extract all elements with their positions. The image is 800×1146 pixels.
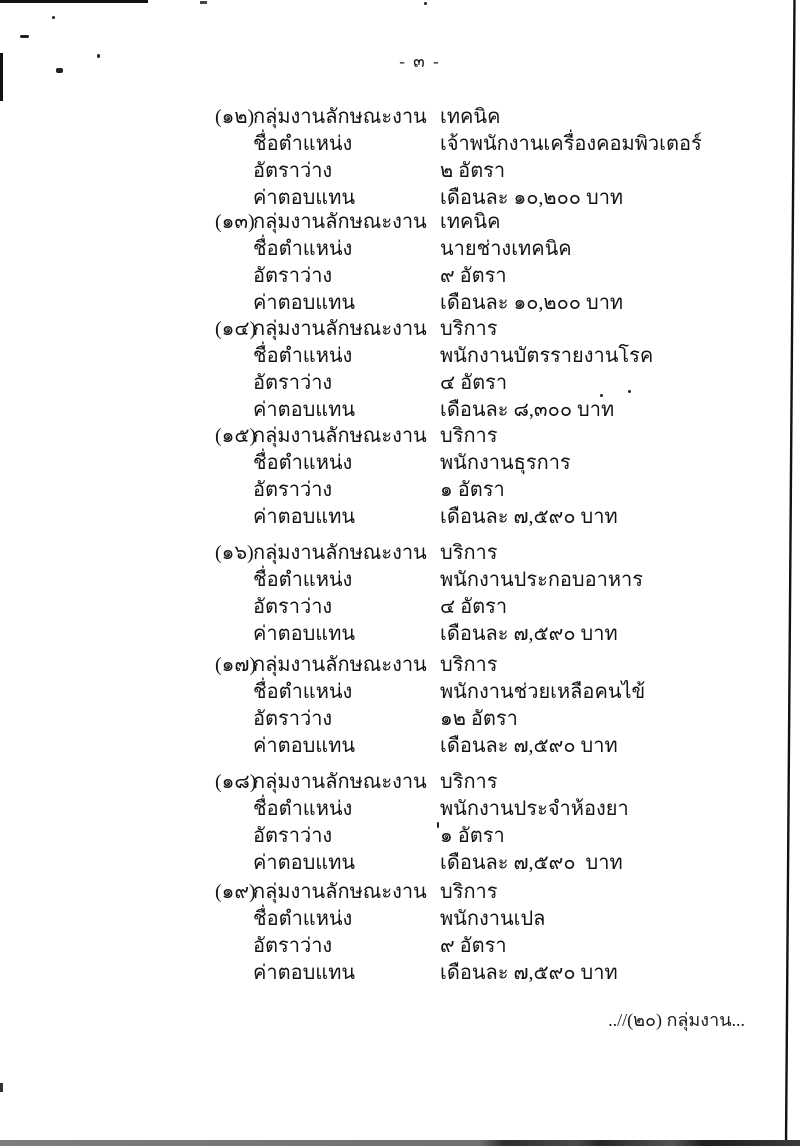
scan-speck <box>628 390 631 393</box>
scan-speck <box>437 822 439 828</box>
item-number: (๑๒) <box>215 106 255 128</box>
pay-line <box>215 397 775 424</box>
vacancy-label: อัตราว่าง <box>253 825 333 847</box>
job-item-15 <box>215 423 775 531</box>
vacancy-label: อัตราว่าง <box>253 708 333 730</box>
group-value: บริการ <box>440 654 498 676</box>
page-number: - ๓ - <box>399 52 441 71</box>
continuation-note: ..//(๒๐) กลุ่มงาน... <box>608 1010 745 1030</box>
vacancy-label: อัตราว่าง <box>253 160 333 182</box>
group-value: เทคนิค <box>440 211 501 233</box>
group-value: บริการ <box>440 318 498 340</box>
pay-label: ค่าตอบแทน <box>253 735 356 757</box>
scan-artifact <box>0 53 3 101</box>
group-value: เทคนิค <box>440 106 501 128</box>
vacancy-line <box>215 706 775 733</box>
group-line <box>215 316 775 343</box>
scan-artifact <box>200 1 207 4</box>
vacancy-value: ๙ อัตรา <box>440 265 507 287</box>
position-line <box>215 796 775 823</box>
vacancy-line <box>215 594 775 621</box>
scan-speck <box>52 16 55 19</box>
position-line <box>215 679 775 706</box>
job-item-18 <box>215 769 775 877</box>
position-value: พนักงานช่วยเหลือคนไข้ <box>440 681 646 703</box>
group-value: บริการ <box>440 881 498 903</box>
job-item-17 <box>215 652 775 760</box>
group-label: กลุ่มงานลักษณะงาน <box>253 771 427 793</box>
position-value: พนักงานประจำห้องยา <box>440 798 629 820</box>
item-number: (๑๕) <box>215 425 257 447</box>
scan-speck <box>600 394 603 397</box>
pay-label: ค่าตอบแทน <box>253 506 356 528</box>
vacancy-line <box>215 933 775 960</box>
vacancy-value: ๑ อัตรา <box>440 479 505 501</box>
position-line <box>215 236 775 263</box>
group-label: กลุ่มงานลักษณะงาน <box>253 654 427 676</box>
pay-label: ค่าตอบแทน <box>253 399 356 421</box>
position-line <box>215 567 775 594</box>
pay-line <box>215 850 775 877</box>
vacancy-label: อัตราว่าง <box>253 372 333 394</box>
vacancy-line <box>215 477 775 504</box>
vacancy-value: ๔ อัตรา <box>440 372 508 394</box>
vacancy-label: อัตราว่าง <box>253 479 333 501</box>
group-value: บริการ <box>440 425 498 447</box>
group-line <box>215 423 775 450</box>
pay-line <box>215 621 775 648</box>
job-item-16 <box>215 540 775 648</box>
vacancy-line <box>215 823 775 850</box>
position-value: นายช่างเทคนิค <box>440 238 572 260</box>
pay-label: ค่าตอบแทน <box>253 962 356 984</box>
position-label: ชื่อตำแหน่ง <box>253 133 353 155</box>
vacancy-line <box>215 158 775 185</box>
item-number: (๑๘) <box>215 771 257 793</box>
group-line <box>215 769 775 796</box>
pay-label: ค่าตอบแทน <box>253 292 356 314</box>
vacancy-value: ๒ อัตรา <box>440 160 506 182</box>
position-line <box>215 906 775 933</box>
pay-value: เดือนละ ๗,๕๙๐ บาท <box>440 506 618 528</box>
position-value: เจ้าพนักงานเครื่องคอมพิวเตอร์ <box>440 133 702 155</box>
scan-speck <box>97 54 100 58</box>
pay-label: ค่าตอบแทน <box>253 623 356 645</box>
position-value: พนักงานธุรการ <box>440 452 571 474</box>
pay-value: เดือนละ ๘,๓๐๐ บาท <box>440 399 615 421</box>
vacancy-value: ๙ อัตรา <box>440 935 507 957</box>
pay-label: ค่าตอบแทน <box>253 187 356 209</box>
job-item-12 <box>215 104 775 212</box>
group-line <box>215 209 775 236</box>
position-line <box>215 450 775 477</box>
vacancy-line <box>215 263 775 290</box>
group-value: บริการ <box>440 542 498 564</box>
vacancy-label: อัตราว่าง <box>253 935 333 957</box>
pay-value: เดือนละ ๗,๕๙๐ บาท <box>440 962 618 984</box>
job-item-19 <box>215 879 775 987</box>
position-label: ชื่อตำแหน่ง <box>253 681 353 703</box>
scan-artifact <box>0 0 148 3</box>
scan-speck <box>424 2 427 5</box>
item-number: (๑๙) <box>215 881 256 903</box>
group-label: กลุ่มงานลักษณะงาน <box>253 425 427 447</box>
pay-label: ค่าตอบแทน <box>253 852 356 874</box>
position-value: พนักงานเปล <box>440 908 546 930</box>
pay-value: เดือนละ ๗,๕๙๐ บาท <box>440 623 618 645</box>
group-label: กลุ่มงานลักษณะงาน <box>253 318 427 340</box>
pay-value: เดือนละ ๑๐,๒๐๐ บาท <box>440 292 624 314</box>
pay-value: เดือนละ ๗,๕๙๐ บาท <box>440 852 623 874</box>
vacancy-line <box>215 370 775 397</box>
pay-line <box>215 960 775 987</box>
item-number: (๑๔) <box>215 318 257 340</box>
pay-value: เดือนละ ๗,๕๙๐ บาท <box>440 735 618 757</box>
group-line <box>215 652 775 679</box>
group-line <box>215 879 775 906</box>
group-line <box>215 540 775 567</box>
item-number: (๑๖) <box>215 542 254 564</box>
pay-value: เดือนละ ๑๐,๒๐๐ บาท <box>440 187 624 209</box>
pay-line <box>215 290 775 317</box>
job-item-14 <box>215 316 775 424</box>
scanner-bottom-bar <box>0 1140 800 1146</box>
group-label: กลุ่มงานลักษณะงาน <box>253 542 427 564</box>
group-label: กลุ่มงานลักษณะงาน <box>253 106 427 128</box>
position-value: พนักงานประกอบอาหาร <box>440 569 644 591</box>
item-number: (๑๗) <box>215 654 257 676</box>
vacancy-label: อัตราว่าง <box>253 265 333 287</box>
pay-line <box>215 504 775 531</box>
position-line <box>215 343 775 370</box>
scan-artifact <box>0 1083 3 1092</box>
position-line <box>215 131 775 158</box>
scan-speck <box>20 35 29 38</box>
position-label: ชื่อตำแหน่ง <box>253 798 353 820</box>
position-value: พนักงานบัตรรายงานโรค <box>440 345 654 367</box>
group-line <box>215 104 775 131</box>
job-item-13 <box>215 209 775 317</box>
group-label: กลุ่มงานลักษณะงาน <box>253 881 427 903</box>
vacancy-value: ๑๒ อัตรา <box>440 708 518 730</box>
vacancy-value: ๑ อัตรา <box>440 825 505 847</box>
vacancy-value: ๔ อัตรา <box>440 596 508 618</box>
group-label: กลุ่มงานลักษณะงาน <box>253 211 427 233</box>
position-label: ชื่อตำแหน่ง <box>253 452 353 474</box>
group-value: บริการ <box>440 771 498 793</box>
position-label: ชื่อตำแหน่ง <box>253 569 353 591</box>
position-label: ชื่อตำแหน่ง <box>253 908 353 930</box>
pay-line <box>215 733 775 760</box>
scan-speck <box>56 68 63 73</box>
item-number: (๑๓) <box>215 211 255 233</box>
position-label: ชื่อตำแหน่ง <box>253 345 353 367</box>
position-label: ชื่อตำแหน่ง <box>253 238 353 260</box>
vacancy-label: อัตราว่าง <box>253 596 333 618</box>
pay-line <box>215 185 775 212</box>
